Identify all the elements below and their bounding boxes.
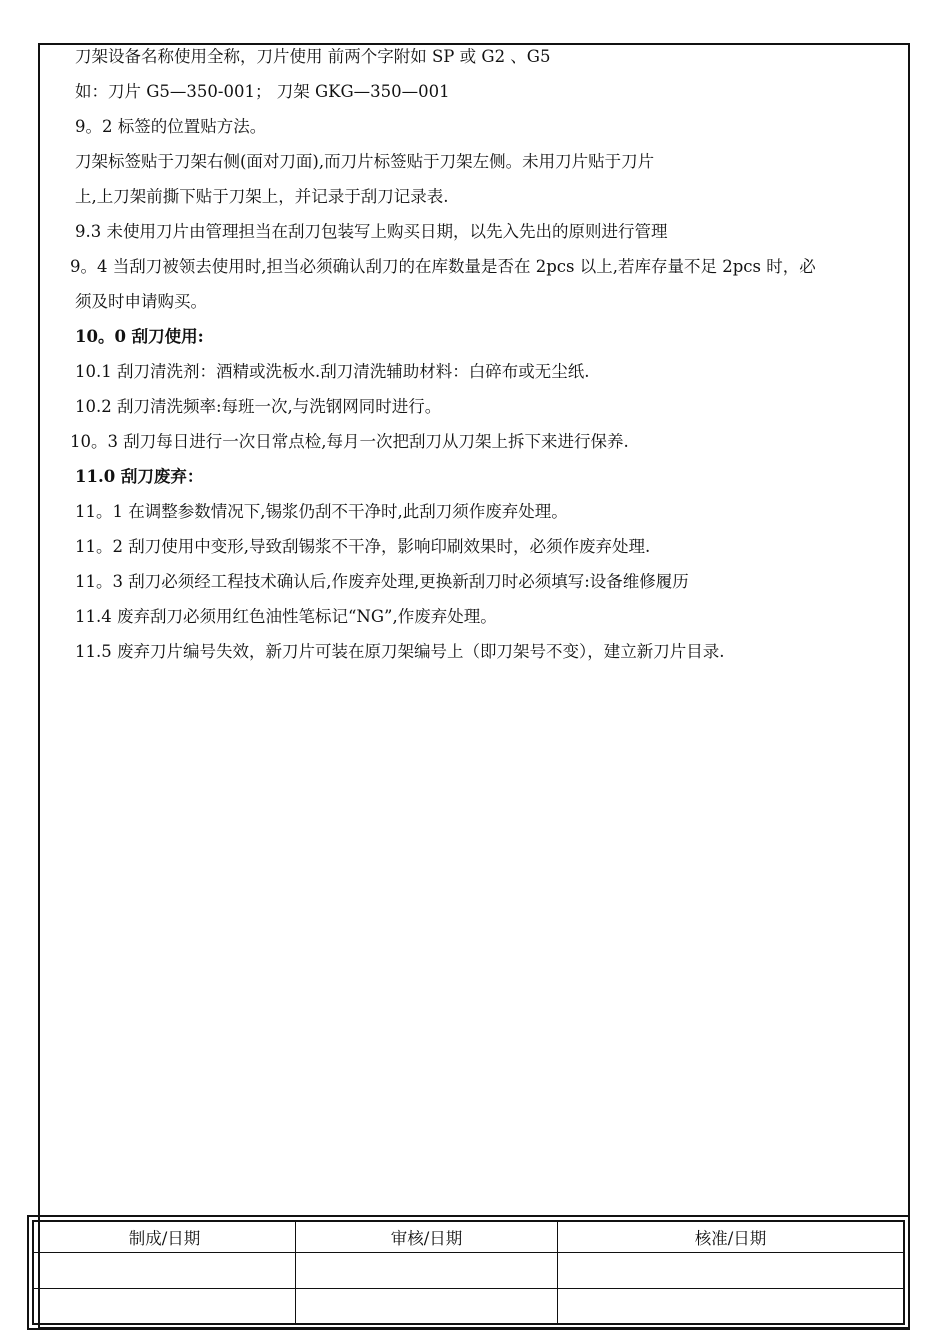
body-line: 刀架标签贴于刀架右侧(面对刀面),而刀片标签贴于刀架左侧。未用刀片贴于刀片	[75, 152, 655, 171]
body-line: 10。3 刮刀每日进行一次日常点检,每月一次把刮刀从刀架上拆下来进行保养.	[70, 432, 629, 451]
body-line: 11。3 刮刀必须经工程技术确认后,作废弃处理,更换新刮刀时必须填写:设备维修履历	[75, 572, 689, 591]
sig-cell-approved-1[interactable]	[558, 1253, 904, 1289]
section-heading: 11.0 刮刀废弃：	[75, 467, 204, 486]
body-line: 11。1 在调整参数情况下,锡浆仍刮不干净时,此刮刀须作废弃处理。	[75, 502, 568, 521]
body-line: 11。2 刮刀使用中变形,导致刮锡浆不干净，影响印刷效果时，必须作废弃处理.	[75, 537, 651, 556]
section-heading: 10。0 刮刀使用:	[75, 327, 204, 346]
body-line: 须及时申请购买。	[75, 292, 207, 311]
body-line: 10.2 刮刀清洗频率:每班一次,与洗钢网同时进行。	[75, 397, 442, 416]
body-line: 上,上刀架前撕下贴于刀架上，并记录于刮刀记录表.	[75, 187, 449, 206]
signature-table	[27, 1215, 910, 1330]
sig-header-approved: 核准/日期	[558, 1222, 904, 1253]
body-line: 如：刀片 G5—350-001； 刀架 GKG—350—001	[75, 82, 450, 101]
sig-header-reviewed: 审核/日期	[296, 1222, 558, 1253]
body-line: 9.3 未使用刀片由管理担当在刮刀包装写上购买日期，以先入先出的原则进行管理	[75, 222, 668, 241]
sig-cell-prepared-2[interactable]	[34, 1288, 296, 1324]
sig-cell-reviewed-1[interactable]	[296, 1253, 558, 1289]
body-line: 11.5 废弃刀片编号失效，新刀片可装在原刀架编号上（即刀架号不变），建立新刀片目录.	[75, 642, 725, 661]
sig-cell-reviewed-2[interactable]	[296, 1288, 558, 1324]
sig-cell-prepared-1[interactable]	[34, 1253, 296, 1289]
sig-header-prepared: 制成/日期	[34, 1222, 296, 1253]
body-line: 11.4 废弃刮刀必须用红色油性笔标记“NG”,作废弃处理。	[75, 607, 497, 626]
body-line: 刀架设备名称使用全称，刀片使用 前两个字附如 SP 或 G2 、G5	[75, 47, 551, 66]
sig-cell-approved-2[interactable]	[558, 1288, 904, 1324]
body-line: 9。2 标签的位置贴方法。	[75, 117, 267, 136]
body-line: 10.1 刮刀清洗剂：酒精或洗板水.刮刀清洗辅助材料：白碎布或无尘纸.	[75, 362, 590, 381]
body-line: 9。4 当刮刀被领去使用时,担当必须确认刮刀的在库数量是否在 2pcs 以上,若库存量不足 2pcs 时，必	[70, 257, 816, 276]
